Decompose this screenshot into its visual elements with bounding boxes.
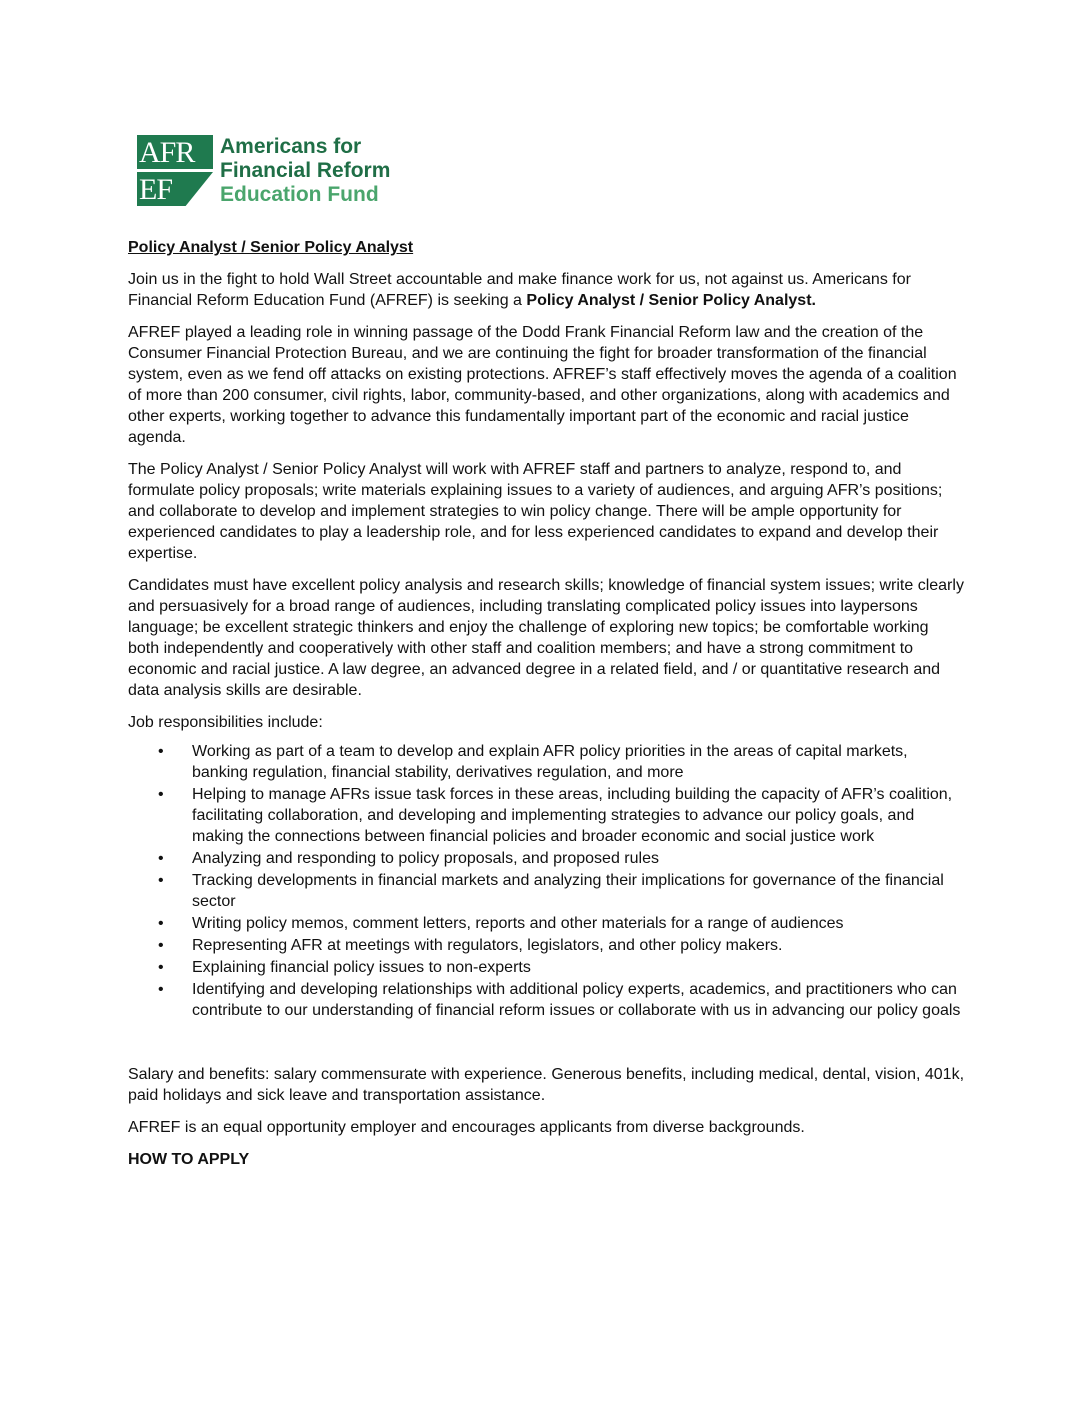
list-item — [128, 979, 964, 1021]
list-item-text: Analyzing and responding to policy proposals, and proposed rules — [192, 850, 659, 867]
bullet-marker: • — [158, 850, 164, 867]
bullet-marker: • — [158, 786, 164, 803]
bullet-marker: • — [158, 959, 164, 976]
eeo-paragraph: AFREF is an equal opportunity employer and encourages applicants from diverse backgrounds. — [128, 1119, 805, 1136]
responsibilities-heading: Job responsibilities include: — [128, 714, 323, 731]
responsibilities-list — [128, 741, 964, 1021]
how-to-apply-heading: HOW TO APPLY — [128, 1151, 250, 1168]
logo-line-1: Americans for — [220, 135, 362, 158]
logo-line-2: Financial Reform — [220, 159, 391, 182]
afref-logo — [137, 135, 390, 207]
list-item-text: Working as part of a team to develop and explain AFR policy priorities in the areas of capital markets, banking regulation, financial stability, derivatives regulation, and more — [192, 743, 908, 781]
logo-mark-top-letters: AFR — [139, 136, 195, 169]
bullet-marker: • — [158, 981, 164, 998]
section-spacer — [128, 1022, 964, 1064]
list-item — [128, 913, 964, 934]
list-item — [128, 870, 964, 912]
logo-wordmark — [220, 135, 390, 207]
salary-paragraph: Salary and benefits: salary commensurate with experience. Generous benefits, including medical, dental, vision, 401k, paid holidays and sick leave and transportation assistance. — [128, 1066, 965, 1104]
bullet-marker: • — [158, 915, 164, 932]
paragraph-candidate-requirements: Candidates must have excellent policy analysis and research skills; knowledge of financial system issues; write clearly and persuasively for a broad range of audiences, including translating complicated policy issues into laypersons language; be excellent strategic thinkers and enjoy the challenge of exploring new topics; be comfortable working both independently and cooperatively with other staff and coalition members; and have a strong commitment to economic and racial justice. A law degree, an advanced degree in a related field, and / or quantitative research and data analysis skills are desirable. — [128, 577, 964, 699]
bullet-marker: • — [158, 872, 164, 889]
list-item-text: Writing policy memos, comment letters, reports and other materials for a range of audiences — [192, 915, 844, 932]
logo-mark — [137, 135, 213, 207]
list-item-text: Helping to manage AFRs issue task forces in these areas, including building the capacity of AFR’s coalition, facilitating collaboration, and developing and implementing strategies to advance our policy goals, and making the connections between financial policies and broader economic and social justice work — [192, 786, 953, 845]
list-item — [128, 784, 964, 847]
bullet-marker: • — [158, 937, 164, 954]
list-item-text: Explaining financial policy issues to non-experts — [192, 959, 531, 976]
list-item — [128, 935, 964, 956]
intro-bold-title: Policy Analyst / Senior Policy Analyst. — [526, 292, 816, 309]
list-item — [128, 957, 964, 978]
intro-text: Join us in the fight to hold Wall Street accountable and make finance work for us, not against us. Americans for Financial Reform Education Fund (AFREF) is seeking a — [128, 271, 911, 309]
paragraph-afref-role: AFREF played a leading role in winning passage of the Dodd Frank Financial Reform law and the creation of the Consumer Financial Protection Bureau, and we are continuing the fight for broader transformation of the financial system, even as we fend off attacks on existing protections. AFREF’s staff effectively moves the agenda of a coalition of more than 200 consumer, civil rights, labor, community-based, and other organizations, along with academics and other experts, working together to advance this fundamentally important part of the economic and racial justice agenda. — [128, 324, 957, 446]
list-item-text: Tracking developments in financial markets and analyzing their implications for governance of the financial sector — [192, 872, 944, 910]
paragraph-position-description: The Policy Analyst / Senior Policy Analyst will work with AFREF staff and partners to analyze, respond to, and formulate policy proposals; write materials explaining issues to a variety of audiences, and arguing AFR’s positions; and collaborate to develop and implement strategies to win policy change. There will be ample opportunity for experienced candidates to play a leadership role, and for less experienced candidates to expand and develop their expertise. — [128, 461, 943, 562]
list-item — [128, 848, 964, 869]
logo-line-3: Education Fund — [220, 183, 379, 206]
list-item-text: Representing AFR at meetings with regulators, legislators, and other policy makers. — [192, 937, 783, 954]
logo-mark-bottom-letters: EF — [139, 173, 173, 206]
bullet-marker: • — [158, 743, 164, 760]
job-title: Policy Analyst / Senior Policy Analyst — [128, 239, 414, 256]
intro-paragraph — [128, 269, 964, 311]
list-item-text: Identifying and developing relationships with additional policy experts, academics, and practitioners who can contribute to our understanding of financial reform issues or collaborate with us in advancing our policy goals — [192, 981, 961, 1019]
list-item — [128, 741, 964, 783]
document-body — [128, 237, 964, 1170]
